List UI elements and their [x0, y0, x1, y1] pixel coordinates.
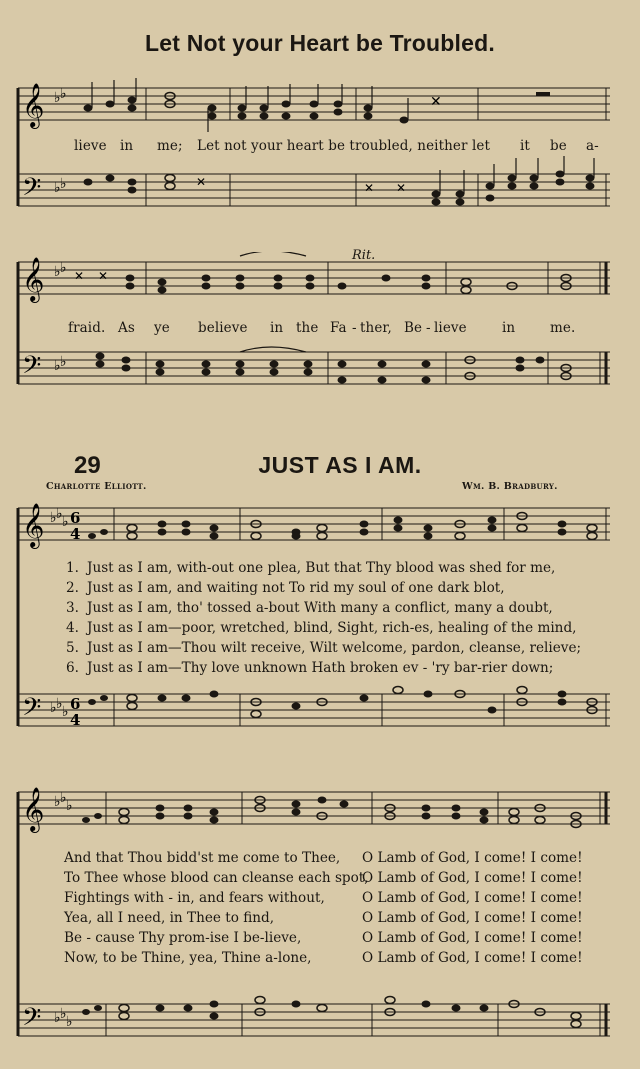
lyric-in-2: in: [270, 320, 284, 336]
lyric-fraid: fraid.: [68, 320, 106, 336]
verse-5: 5. Just as I am—Thou wilt receive, Wilt welcome, pardon, cleanse, relieve;: [66, 640, 582, 656]
svg-text:6: 6: [70, 509, 81, 527]
lyric-me: me;: [157, 138, 183, 154]
refrain-b-4: O Lamb of God, I come! I come!: [362, 910, 583, 926]
lyric-as: As: [118, 320, 135, 336]
lyric-believe: believe: [198, 320, 248, 336]
svg-text:♭: ♭: [54, 794, 61, 810]
refrain-a-5: Be - cause Thy prom-ise I be-lieve,: [64, 930, 302, 946]
svg-text:♭: ♭: [50, 700, 57, 716]
verse-4: 4. Just as I am—poor, wretched, blind, Sight, rich-es, healing of the mind,: [66, 620, 577, 636]
verse-2: 2. Just as I am, and waiting not To rid my soul of one dark blot,: [66, 580, 505, 596]
svg-text:♭: ♭: [62, 704, 69, 720]
refrain-a-4: Yea, all I need, in Thee to find,: [64, 910, 275, 926]
svg-text:✕: ✕: [196, 175, 207, 189]
lyric-be-2: Be: [404, 320, 423, 336]
verse-6: 6. Just as I am—Thy love unknown Hath broken ev - 'ry bar-rier down;: [66, 660, 554, 676]
svg-text:𝄢: 𝄢: [22, 1003, 42, 1038]
refrain-a-6: Now, to be Thine, yea, Thine a-lone,: [64, 950, 312, 966]
lyric-in-3: in: [502, 320, 516, 336]
svg-text:♭: ♭: [66, 798, 73, 814]
treble-clef-icon: 𝄞: [22, 83, 45, 127]
svg-text:♭: ♭: [54, 1010, 61, 1026]
bass-clef-icon: 𝄢: [22, 173, 42, 208]
svg-text:✕: ✕: [364, 181, 375, 195]
lyric-it: it: [520, 138, 530, 154]
lyric-hyphen-2: -: [426, 320, 431, 336]
verse-1: 1. Just as I am, with-out one plea, But that Thy blood was shed for me,: [66, 560, 556, 576]
svg-text:♭: ♭: [60, 1006, 67, 1022]
svg-text:♭: ♭: [56, 506, 63, 522]
svg-text:♭: ♭: [56, 696, 63, 712]
music-system-3: [0, 498, 640, 738]
lyric-a: a-: [586, 138, 599, 154]
svg-text:𝄞: 𝄞: [22, 503, 45, 547]
svg-text:✕: ✕: [430, 94, 442, 110]
svg-text:♭: ♭: [54, 180, 61, 196]
refrain-a-3: Fightings with - in, and fears without,: [64, 890, 325, 906]
verse-3: 3. Just as I am, tho' tossed a-bout With many a conflict, many a doubt,: [66, 600, 553, 616]
svg-text:𝄞: 𝄞: [22, 257, 45, 301]
lyric-the: the: [296, 320, 319, 336]
lyric-fa: Fa: [330, 320, 347, 336]
lyric-ye: ye: [154, 320, 170, 336]
svg-text:♭: ♭: [54, 90, 61, 106]
svg-text:4: 4: [70, 525, 81, 543]
refrain-b-1: O Lamb of God, I come! I come!: [362, 850, 583, 866]
lyric-be: be: [550, 138, 567, 154]
svg-text:♭: ♭: [60, 354, 67, 370]
refrain-b-6: O Lamb of God, I come! I come!: [362, 950, 583, 966]
svg-text:4: 4: [70, 711, 81, 729]
refrain-b-3: O Lamb of God, I come! I come!: [362, 890, 583, 906]
song-title-let-not-your-heart: Let Not your Heart be Troubled.: [145, 30, 495, 56]
hymn-number: 29: [74, 452, 101, 479]
svg-text:✕: ✕: [98, 269, 109, 283]
svg-text:♭: ♭: [54, 358, 61, 374]
svg-text:♭: ♭: [66, 1014, 73, 1030]
lyric-let-not: Let not your heart be troubled, neither let: [197, 138, 490, 154]
lyric-in: in: [120, 138, 134, 154]
svg-text:♭: ♭: [54, 264, 61, 280]
svg-text:𝄢: 𝄢: [22, 693, 42, 728]
refrain-b-5: O Lamb of God, I come! I come!: [362, 930, 583, 946]
refrain-b-2: O Lamb of God, I come! I come!: [362, 870, 583, 886]
lyric-hyphen-1: -: [352, 320, 357, 336]
lyric-ther: ther,: [360, 320, 392, 336]
composer-credit: Wm. B. Bradbury.: [462, 481, 558, 492]
lyric-lieve-2: lieve: [434, 320, 467, 336]
svg-text:✕: ✕: [74, 269, 85, 283]
tempo-mark-rit: Rit.: [352, 248, 376, 263]
svg-text:♭: ♭: [60, 176, 67, 192]
lyricist-credit: Charlotte Elliott.: [46, 481, 147, 492]
svg-text:6: 6: [70, 695, 81, 713]
svg-text:♭: ♭: [60, 86, 67, 102]
svg-text:♭: ♭: [60, 260, 67, 276]
lyric-me-2: me.: [550, 320, 576, 336]
refrain-a-1: And that Thou bidd'st me come to Thee,: [64, 850, 341, 866]
svg-text:♭: ♭: [60, 790, 67, 806]
svg-text:✕: ✕: [396, 181, 407, 195]
svg-text:♭: ♭: [50, 510, 57, 526]
svg-text:♭: ♭: [62, 514, 69, 530]
svg-text:𝄞: 𝄞: [22, 787, 45, 831]
stems-system-1: [92, 78, 594, 194]
song-title-just-as-i-am: JUST AS I AM.: [258, 452, 422, 478]
lyric-lieve: lieve: [74, 138, 107, 154]
refrain-a-2: To Thee whose blood can cleanse each spot,: [64, 870, 369, 886]
svg-text:𝄢: 𝄢: [22, 351, 42, 386]
